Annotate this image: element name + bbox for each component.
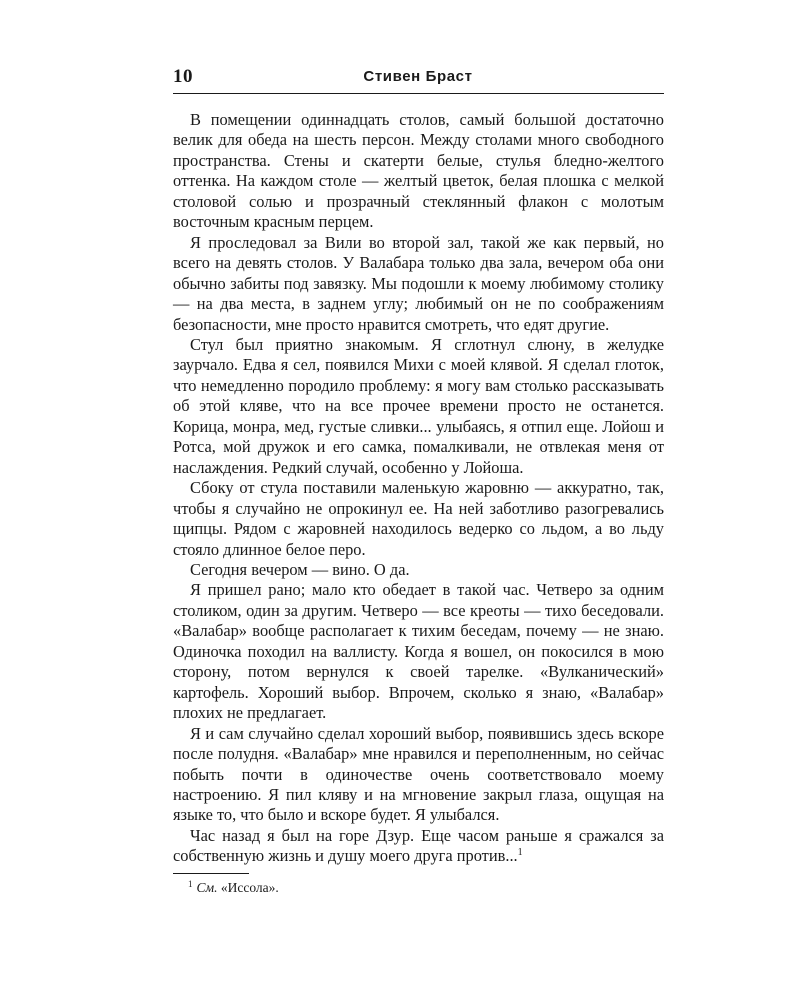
paragraph: Сегодня вечером — вино. О да. bbox=[190, 559, 410, 579]
running-header bbox=[173, 66, 663, 92]
footnote-rule bbox=[173, 873, 249, 874]
paragraph: Сбоку от стула поставили маленькую жаровню — аккуратно, так, чтобы я случайно не опрокинул ее. На ней заботливо разогревались щипцы. Рядом с жаровней находилось ведерко со льдом, а во льду стояло длинное белое перо. bbox=[173, 478, 664, 559]
header-rule bbox=[173, 93, 664, 94]
paragraph: Я проследовал за Вили во второй зал, такой же как первый, но всего на девять столов. У Валабара только два зала, вечером оба они обычно забиты под завязку. Мы подошли к моему любимому столику — на два места, в заднем углу; любимый он не по соображениям безопасности, мне просто нравится смотреть, что едят другие. bbox=[173, 232, 664, 334]
footnote-see: См. bbox=[196, 880, 218, 895]
paragraph: Стул был приятно знакомым. Я сглотнул слюну, в желудке заурчало. Едва я сел, появился Михи с моей клявой. Я сделал глоток, что немедленно породило проблему: я могу вам столько рассказывать об этой кляве, что на все прочее времени просто не останется. Корица, монра, мед, густые сливки... улыбаясь, я отпил еще. Лойош и Ротса, мой дружок и его самка, помалкивали, не отвлекая меня от наслаждения. Редкий случай, особенно у Лойоша. bbox=[173, 334, 664, 477]
page-number: 10 bbox=[173, 66, 193, 87]
footnote-marker: 1 bbox=[188, 879, 193, 889]
paragraph: В помещении одиннадцать столов, самый большой достаточно велик для обеда на шесть персон. Между столами много свободного пространства. Стены и скатерти белые, стулья бледно-желтого оттенка. На каждом столе — желтый цветок, белая плошка с мелкой столовой солью и прозрачный стеклянный флакон с молотым восточным красным перцем. bbox=[173, 110, 664, 232]
paragraph-last-text: Час назад я был на горе Дзур. Еще часом раньше я сражался за собственную жизнь и душу моего друга против... bbox=[173, 825, 664, 866]
body-text bbox=[173, 110, 664, 867]
paragraph: Я пришел рано; мало кто обедает в такой час. Четверо за одним столиком, один за другим. Четверо — все креоты — тихо беседовали. «Валабар» вообще располагает к тихим беседам, почему — не знаю. Одиночка походил на валлисту. Когда я вошел, он покосился в мою сторону, потом вернулся к своей тарелке. «Вулканический» картофель. Хороший выбор. Впрочем, сколько я знаю, «Валабар» плохих не предлагает. bbox=[173, 580, 664, 723]
footnote-text: «Иссола». bbox=[220, 880, 279, 895]
paragraph: Я и сам случайно сделал хороший выбор, появившись здесь вскоре после полудня. «Валабар» мне нравился и переполненным, но сейчас побыть почти в одиночестве очень соответствовало моему настроению. Я пил кляву и на мгновение закрыл глаза, ощущая на языке то, что было и вскоре будет. Я улыбался. bbox=[173, 723, 664, 825]
footnote bbox=[188, 880, 279, 896]
running-title: Стивен Браст bbox=[363, 68, 473, 85]
paragraph-last bbox=[173, 826, 664, 867]
footnote-reference[interactable]: 1 bbox=[517, 847, 523, 859]
